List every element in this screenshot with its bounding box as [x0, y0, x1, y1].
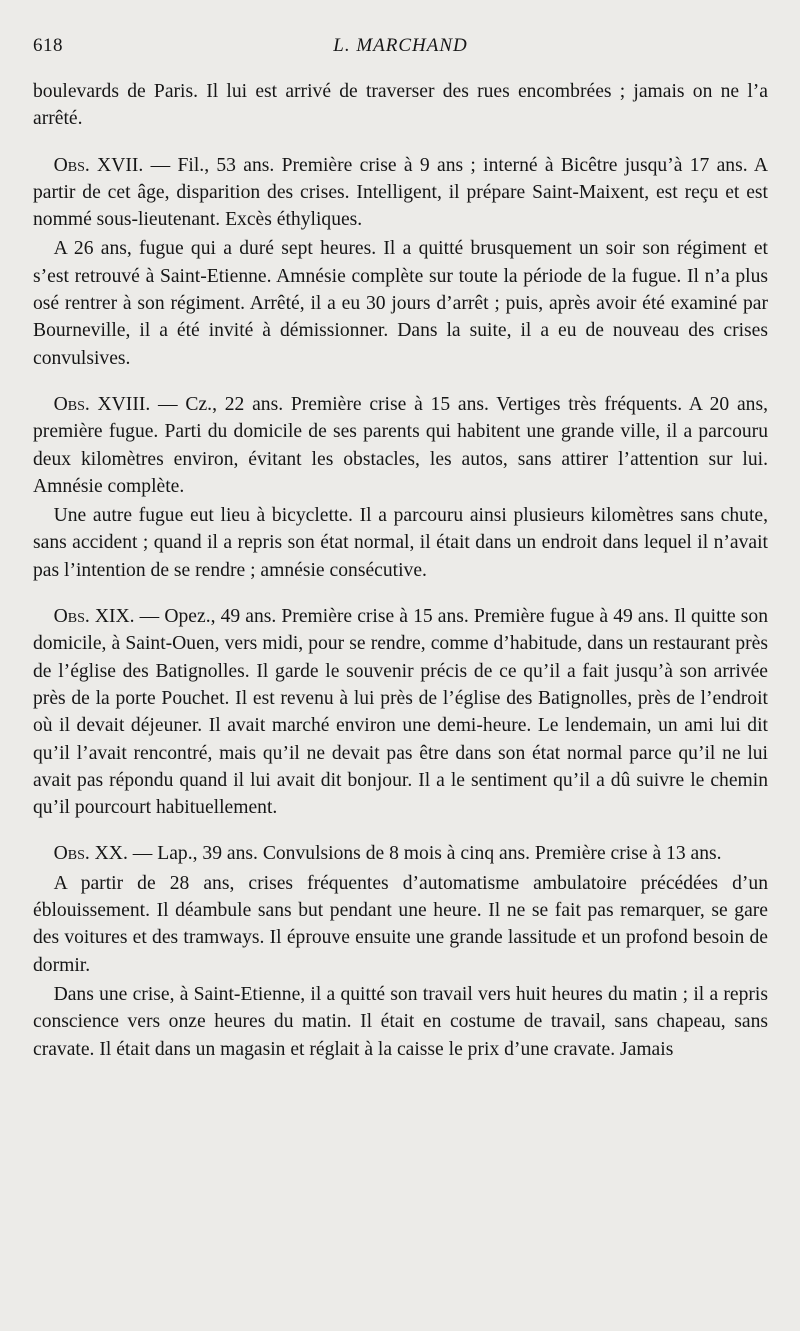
observation-19	[33, 603, 768, 821]
continuation-paragraph	[33, 78, 768, 133]
observation-heading: Obs. XX.	[53, 843, 128, 865]
paragraph-text: — Lap., 39 ans. Convulsions de 8 mois à cinq ans. Première crise à 13 ans.	[127, 843, 722, 865]
observation-heading: Obs. XVII.	[53, 154, 144, 176]
paragraph-text: Une autre fugue eut lieu à bicyclette. Il a parcouru ainsi plusieurs kilomètres sans chute, sans accident ; quand il a repris son état normal, il était dans un endroit dans lequel il n’avait pas l’intention de se rendre ; amnésie consécutive.	[33, 505, 768, 581]
observation-17-detail	[33, 235, 768, 371]
paragraph-text: — Fil., 53 ans. Première crise à 9 ans ; interné à Bicêtre jusqu’à 17 ans. A partir de cet âge, disparition des crises. Intelligent, il prépare Saint-Maixent, est reçu et est nommé sous-lieutenant. Excès éthyliques.	[33, 154, 768, 231]
observation-20-crisis	[33, 981, 768, 1063]
paragraph-text: — Opez., 49 ans. Première crise à 15 ans. Première fugue à 49 ans. Il quitte son domicile, à Saint-Ouen, vers midi, pour se rendre, comme d’habitude, dans un restaurant près de l’église des Batignolles. Il garde le souvenir précis de ce qu’il a fait jusqu’à son arrivée près de la porte Pouchet. Il est revenu à lui près de l’église des Batignolles, près de l’endroit où il devait déjeuner. Il avait marché environ une demi-heure. Le lendemain, un ami lui dit qu’il l’avait rencontré, mais qu’il ne devait pas être dans son état normal parce qu’il ne lui avait pas répondu quand il lui avait dit bonjour. Il a le sentiment qu’il a dû suivre le chemin qu’il pourcourt habituellement.	[33, 606, 768, 819]
page-header	[33, 26, 768, 66]
page-number: 618	[33, 35, 63, 56]
paragraph-text: — Cz., 22 ans. Première crise à 15 ans. Vertiges très fréquents. A 20 ans, première fugue. Parti du domicile de ses parents qui habitent une grande ville, il a parcouru deux kilomètres environ, évitant les obstacles, les autos, sans attirer l’attention sur lui. Amnésie complète.	[33, 393, 768, 497]
observation-17-intro	[33, 152, 768, 234]
running-head: L. MARCHAND	[333, 35, 468, 56]
paragraph-text: A 26 ans, fugue qui a duré sept heures. Il a quitté brusquement un soir son régiment et s’est retrouvé à Saint-Etienne. Amnésie complète sur toute la période de la fugue. Il n’a plus osé rentrer à son régiment. Arrêté, il a eu 30 jours d’arrêt ; puis, après avoir été examiné par Bourneville, il a été invité à démissionner. Dans la suite, il a eu de nouveau des crises convulsives.	[33, 238, 768, 369]
paragraph-text: boulevards de Paris. Il lui est arrivé de traverser des rues encombrées ; jamais on ne l’a arrêté.	[33, 81, 768, 130]
paragraph-text: A partir de 28 ans, crises fréquentes d’automatisme ambulatoire précédées d’un éblouissement. Il déambule sans but pendant une heure. Il ne se fait pas remarquer, se gare des voitures et des tramways. Il éprouve ensuite une grande lassitude et un profond besoin de dormir.	[33, 872, 768, 976]
observation-18-intro	[33, 391, 768, 500]
observation-20-detail	[33, 870, 768, 979]
paragraph-text: Dans une crise, à Saint-Etienne, il a quitté son travail vers huit heures du matin ; il a repris conscience vers onze heures du matin. Il était en costume de travail, sans chapeau, sans cravate. Il était dans un magasin et réglait à la caisse le prix d’une cravate. Jamais	[33, 983, 768, 1060]
observation-heading: Obs. XIX.	[53, 606, 135, 628]
observation-18-detail	[33, 502, 768, 584]
observation-heading: Obs. XVIII.	[53, 393, 151, 415]
observation-20-intro	[33, 840, 768, 867]
page-body	[33, 78, 768, 1063]
